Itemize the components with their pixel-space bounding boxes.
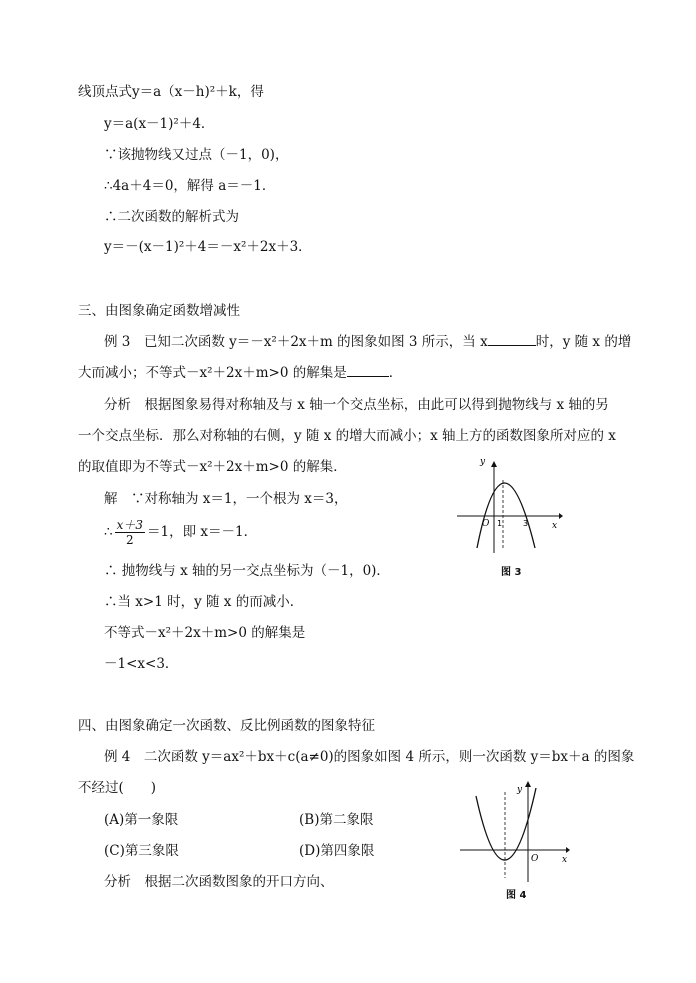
fig4-y-label: y (517, 785, 523, 795)
analysis-line-1: 分析 根据图象易得对称轴及与 x 轴一个交点坐标，由此可以得到抛物线与 x 轴的另 (104, 397, 609, 413)
text-line-5: ∴二次函数的解析式为 (104, 209, 239, 225)
solution-line-3: ∴ 抛物线与 x 轴的另一交点坐标为（－1，0)． (104, 563, 390, 579)
figure-3-graph (455, 458, 565, 558)
text-line-6: y＝－(x－1)²＋4＝－x²＋2x＋3． (104, 239, 312, 255)
solution-therefore: ∴ (104, 524, 113, 540)
example-4-line-2: 不经过( ) (78, 780, 157, 796)
analysis-line-2: 一个交点坐标．那么对称轴的右侧，y 随 x 的增大而减小；x 轴上方的函数图象所对应的 x (78, 428, 616, 444)
option-b[interactable]: (B)第二象限 (299, 812, 374, 828)
figure-4-graph (458, 778, 574, 884)
fig3-x-arrow (559, 513, 563, 519)
solution-line-2 (104, 518, 257, 547)
example-3-line-2 (78, 364, 402, 382)
answer-blank-2[interactable] (347, 364, 389, 377)
fig4-parabola (476, 788, 536, 860)
fig3-tick-1: 1 (497, 519, 503, 528)
fraction-numerator: x＋3 (116, 518, 143, 532)
text-line-1: 线顶点式y＝a（x－h)²＋k，得 (78, 84, 264, 100)
solution-line-5: 不等式－x²＋2x＋m>0 的解集是 (104, 625, 306, 641)
text-line-3: ∵该抛物线又过点（－1，0)， (104, 147, 289, 163)
figure-3-caption: 图 3 (501, 567, 522, 578)
fig4-x-arrow (566, 847, 570, 853)
example-3-text-post: 时，y 随 x 的增 (535, 334, 632, 350)
solution-line-1: 解 ∵对称轴为 x＝1，一个根为 x＝3， (104, 491, 348, 507)
solution-line-6: －1<x<3． (104, 656, 179, 672)
fig4-y-arrow (525, 781, 531, 787)
answer-blank-1[interactable] (488, 333, 536, 346)
example-3-line-1 (104, 333, 631, 351)
fig3-tick-3: 3 (523, 519, 529, 528)
option-c[interactable]: (C)第三象限 (104, 843, 179, 859)
fig3-x-label: x (552, 521, 558, 531)
example-3-text2-post: ． (388, 365, 403, 381)
fig4-origin-label: O (531, 854, 539, 864)
fraction-denominator: 2 (125, 533, 134, 547)
example-3-text2-pre: 大而减小；不等式－x²＋2x＋m>0 的解集是 (78, 365, 347, 381)
example-3-text-pre: 例 3 已知二次函数 y＝－x²＋2x＋m 的图象如图 3 所示，当 x (104, 334, 488, 350)
fig3-y-label: y (480, 458, 486, 467)
text-line-2: y＝a(x－1)²＋4． (104, 116, 215, 132)
option-a[interactable]: (A)第一象限 (104, 812, 179, 828)
solution-line-4: ∴当 x>1 时，y 随 x 的而减小． (104, 594, 304, 610)
fig4-x-label: x (562, 855, 568, 865)
analysis-4-line-1: 分析 根据二次函数图象的开口方向、 (104, 874, 334, 890)
fig3-origin-label: O (482, 519, 490, 529)
figure-4-caption: 图 4 (506, 890, 527, 901)
option-d[interactable]: (D)第四象限 (299, 843, 375, 859)
example-4-line-1: 例 4 二次函数 y＝ax²＋bx＋c(a≠0)的图象如图 4 所示，则一次函数 y＝bx＋a 的图象 (104, 749, 635, 765)
fraction (115, 518, 145, 547)
solution-line-2-post: ＝1，即 x＝－1． (147, 524, 258, 540)
section-heading-3: 三、由图象确定函数增减性 (78, 303, 240, 319)
text-line-4: ∴4a＋4＝0，解得 a＝－1． (104, 178, 276, 194)
fig3-y-arrow (491, 461, 497, 467)
analysis-line-3: 的取值即为不等式－x²＋2x＋m>0 的解集． (78, 459, 347, 475)
section-heading-4: 四、由图象确定一次函数、反比例函数的图象特征 (78, 718, 375, 734)
